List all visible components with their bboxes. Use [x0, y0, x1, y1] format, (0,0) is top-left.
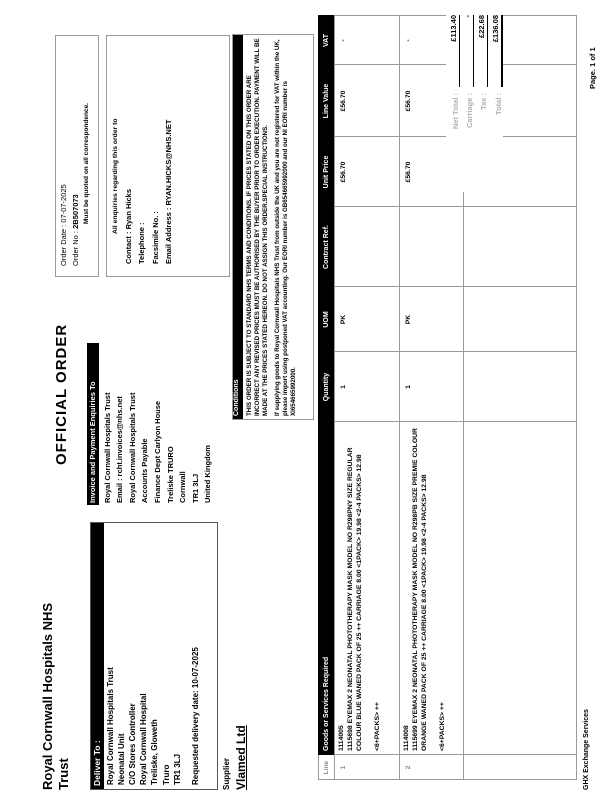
total-value: £136.08: [491, 15, 503, 87]
row-unit-price: £56.70: [405, 161, 412, 183]
invoice-line: Email : rcht.invoices@nhs.net: [115, 396, 125, 503]
facsimile-line: Facsimile No. :: [150, 211, 160, 264]
grid-line: [318, 754, 577, 755]
column-header-unit-price: Unit Price: [322, 155, 330, 189]
invoice-line: United Kingdom: [203, 445, 213, 503]
page-indicator: Page. 1 of 1: [588, 47, 597, 89]
order-no-label: Order No :: [71, 230, 80, 266]
column-header-goods: Goods or Services Required: [322, 656, 330, 751]
order-date-label: Order Date :: [59, 224, 68, 266]
row-line-number: 2: [405, 765, 412, 770]
enquiries-heading: All enquiries regarding this order to: [112, 118, 119, 234]
row-vat: -: [405, 39, 412, 42]
deliver-line: TR1 3LJ: [172, 753, 182, 785]
total-label: Total :: [494, 93, 503, 115]
tax-label: Tax :: [479, 93, 488, 110]
form-title: OFFICIAL ORDER: [53, 323, 70, 465]
row-line-value: £56.70: [340, 90, 347, 112]
invoice-enquiries-block: [87, 335, 212, 505]
column-header-vat: VAT: [322, 34, 330, 47]
grid-line: [318, 779, 577, 780]
order-number-box: [55, 35, 99, 277]
carriage-row: [463, 15, 474, 192]
row-line-value: £56.70: [405, 90, 412, 112]
conditions-paragraph-2: If supplying goods to Royal Cornwall Hospitals NHS Trust from outside the UK and you are not registered for VAT within the UK, please import using postponed VAT accounting. Our EORI number is GB654665992000 and our NI EORI number is XI654665992000.: [273, 39, 298, 416]
order-note: Must be quoted on all correspondence.: [83, 103, 90, 224]
deliver-line: Neonatal Unit: [116, 733, 126, 785]
column-header-uom: UOM: [322, 311, 330, 328]
email-line: Email Address : RYAN.HICKS@NHS.NET: [164, 119, 173, 264]
deliver-line: C/O Stores Controller: [127, 703, 137, 785]
deliver-line: Royal Cornwall Hospitals Trust: [105, 667, 115, 785]
deliver-line: Royal Cornwall Hospital: [139, 693, 149, 785]
trust-name-line2: Trust: [56, 758, 71, 790]
supplier-label: Supplier: [222, 757, 231, 790]
net-total-value: £113.40: [449, 15, 460, 87]
supplier-name: Vlamed Ltd: [234, 725, 248, 790]
deliver-line: Treliske, Gloweth: [150, 719, 160, 785]
column-header-line-value: Line Value: [322, 83, 330, 119]
net-total-row: [449, 15, 460, 192]
tax-row: [477, 15, 488, 192]
order-no-line: [71, 36, 80, 266]
deliver-to-heading: Deliver To :: [91, 523, 104, 789]
row-item-tiers: <6+PACKS> ++: [374, 702, 381, 751]
deliver-to-box: [90, 522, 218, 790]
order-no-value: 2B507073: [71, 194, 80, 229]
row-quantity: 1: [405, 385, 412, 389]
row-unit-price: £56.70: [340, 161, 347, 183]
invoice-line: Treliske TRURO: [165, 446, 175, 503]
row-uom: PK: [405, 314, 412, 325]
invoice-line: Accounts Payable: [140, 438, 150, 503]
invoice-line: Royal Cornwall Hospitals Trust: [127, 392, 137, 503]
row-item-tiers: <6+PACKS> ++: [439, 702, 446, 751]
invoice-line: Royal Cornwall Hospitals Trust: [102, 392, 112, 503]
tax-value: £22.68: [477, 15, 488, 87]
table-header-row: [318, 15, 334, 755]
grid-line: [576, 15, 577, 780]
grid-line: [318, 206, 577, 207]
grid-line: [318, 351, 577, 352]
invoice-line: Cornwall: [178, 471, 188, 503]
order-date-line: [59, 36, 68, 266]
trust-name-line1: Royal Cornwall Hospitals NHS: [40, 602, 55, 790]
column-header-quantity: Quantity: [322, 372, 330, 402]
telephone-line: Telephone :: [137, 222, 146, 264]
invoice-heading: Invoice and Payment Enquiries To: [87, 343, 99, 505]
conditions-paragraph-1: THIS ORDER IS SUBJECT TO STANDARD NHS TERMS AND CONDITIONS. IF PRICES STATED ON THIS ORDER ARE INCORRECT ANY REVISED PRICES MUST BE AUTHORISED BY THE BUYER PRIOR TO ORDER EXECUTION. PAYMENT WILL BE MADE AT THE PRICES STATED HEREON. DO NOT ASSIGN THIS ORDER.SPECIAL INSTRUCTIONS.: [246, 38, 270, 416]
grid-line: [318, 421, 577, 422]
row-item-description: 1115698 EYEMAX 2 NEONATAL PHOTOTHERAPY MASK MODEL NO R298PNY SIZE REGULAR COLOUR BLUE WANED PACK OF 25 ++ CARRIAGE 8.00 <1PACK> 19.98 <2-4 PACKS> 12.98: [347, 447, 363, 751]
net-total-label: Net Total :: [451, 93, 460, 130]
deliver-line: Truro: [161, 764, 171, 785]
invoice-line: TR1 3LJ: [190, 473, 200, 503]
column-header-contract: Contract Ref.: [322, 225, 330, 269]
row-line-number: 1: [340, 765, 347, 770]
enquiries-box: [106, 35, 230, 277]
invoice-line: Finance Dept Carlyon House: [152, 400, 162, 503]
row-vat: -: [340, 39, 347, 42]
row-item-description: 1115699 EYEMAX 2 NEONATAL PHOTOTHERAPY MASK MODEL NO R298PB SIZE PREMIE COLOUR ORANGE WANED PACK OF 25 ++ CARRIAGE 8.00 <1PACK> 19.98 <2-4 PACKS> 12.98: [412, 428, 428, 751]
row-item-code: 1114005: [338, 725, 345, 751]
total-row: [491, 15, 503, 192]
totals-block: [446, 15, 503, 192]
contact-line: Contact : Ryan Hicks: [123, 188, 133, 264]
column-header-line: Line: [322, 760, 330, 775]
carriage-label: Carriage :: [465, 93, 474, 129]
conditions-box: [232, 34, 314, 420]
carriage-value: -: [463, 15, 474, 87]
grid-line: [399, 15, 400, 780]
grid-line: [334, 15, 335, 780]
row-item-code: 1114008: [403, 725, 410, 751]
row-quantity: 1: [340, 385, 347, 389]
grid-line: [318, 286, 577, 287]
requested-delivery-date: Requested delivery date: 10-07-2025: [191, 647, 201, 785]
footer-service-name: GHX Exchange Services: [583, 709, 590, 790]
order-date-value: 07-07-2025: [59, 184, 68, 223]
trust-letterhead: [40, 603, 72, 790]
row-uom: PK: [340, 314, 347, 325]
conditions-heading: Conditions: [233, 35, 243, 419]
